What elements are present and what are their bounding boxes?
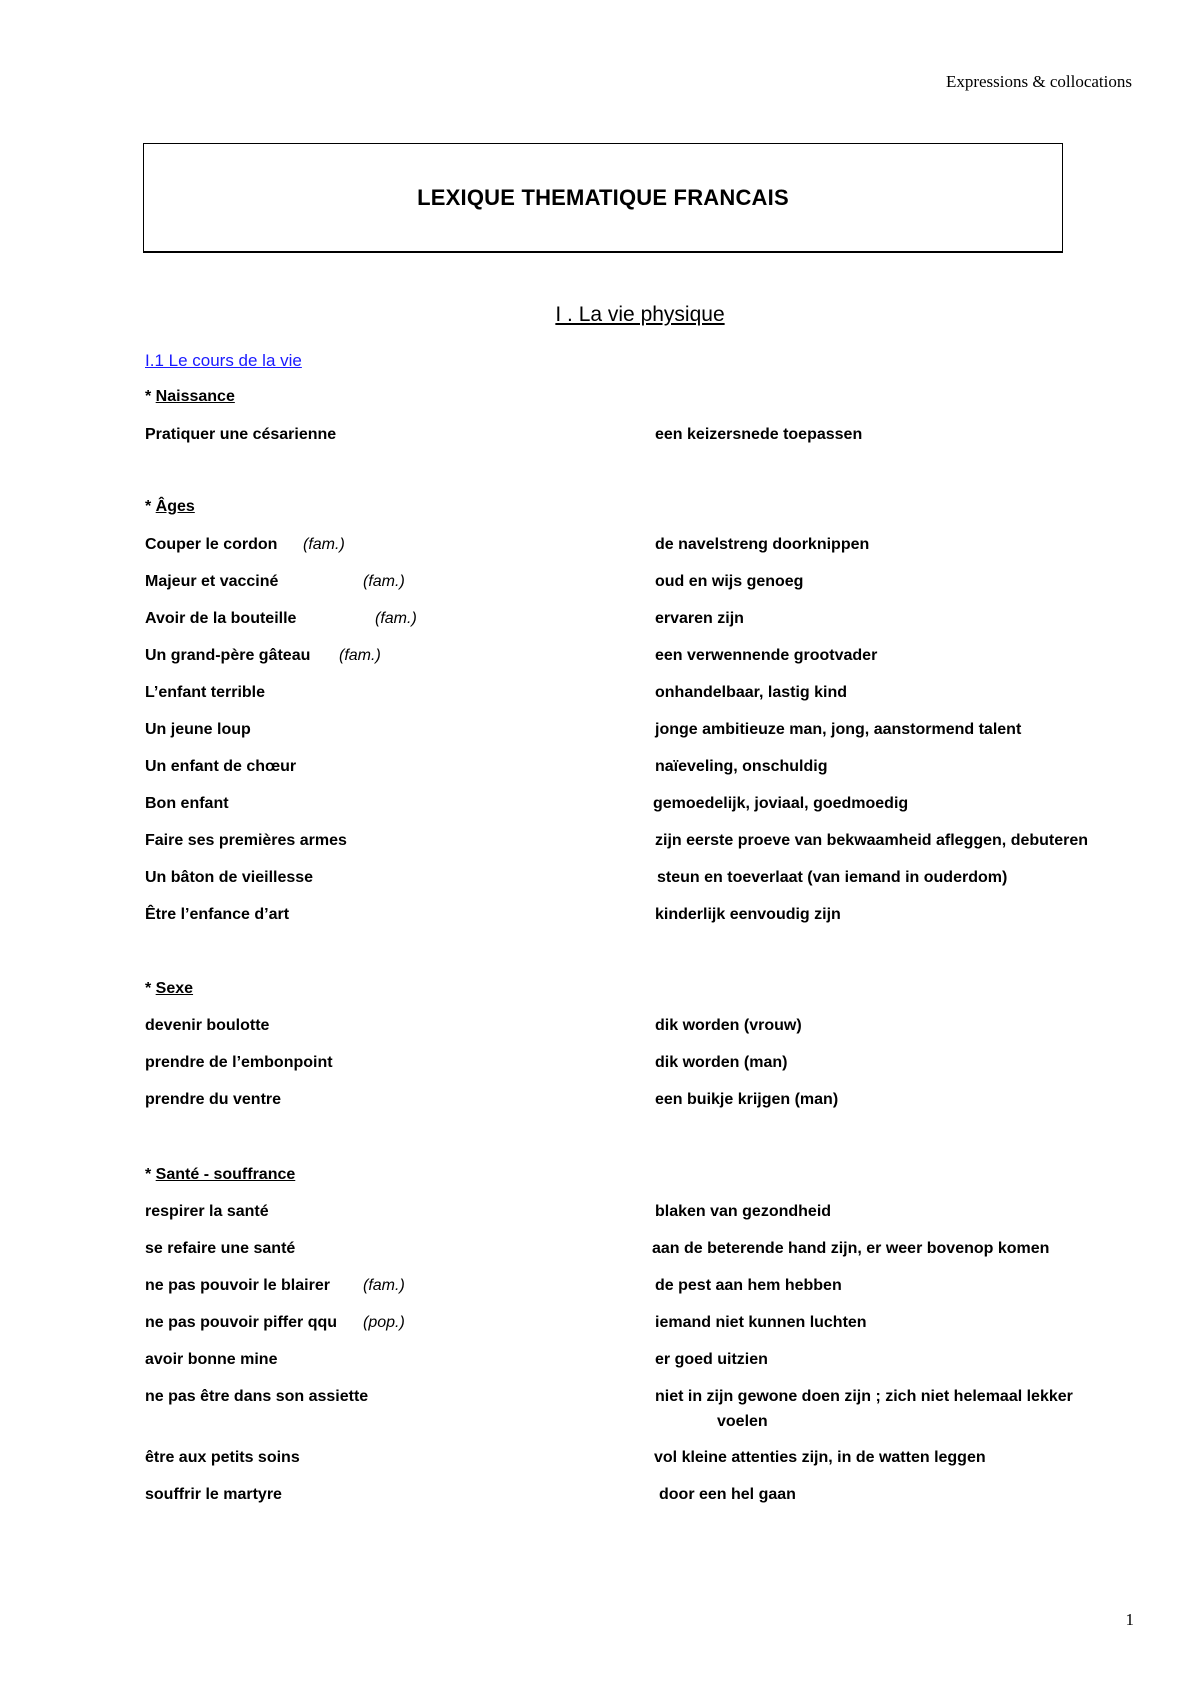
group-heading: * Âges bbox=[145, 498, 195, 515]
french-expression: Couper le cordon bbox=[145, 536, 278, 553]
french-expression: ne pas pouvoir piffer qqu bbox=[145, 1314, 338, 1331]
dutch-translation: blaken van gezondheid bbox=[655, 1203, 832, 1220]
dutch-translation: onhandelbaar, lastig kind bbox=[655, 684, 848, 701]
register-label: (fam.) bbox=[339, 647, 381, 664]
dutch-translation: een keizersnede toepassen bbox=[655, 426, 863, 443]
french-expression: Un bâton de vieillesse bbox=[145, 869, 314, 886]
french-expression: L’enfant terrible bbox=[145, 684, 266, 701]
french-expression: Majeur et vacciné bbox=[145, 573, 279, 590]
dutch-translation: door een hel gaan bbox=[659, 1486, 796, 1503]
french-expression: prendre de l’embonpoint bbox=[145, 1054, 333, 1071]
dutch-translation: een verwennende grootvader bbox=[655, 647, 878, 664]
dutch-translation: gemoedelijk, joviaal, goedmoedig bbox=[653, 795, 909, 812]
dutch-translation-continued: voelen bbox=[717, 1413, 768, 1430]
group-heading: * Santé - souffrance bbox=[145, 1166, 296, 1183]
french-expression: devenir boulotte bbox=[145, 1017, 270, 1034]
register-label: (fam.) bbox=[363, 1277, 405, 1294]
dutch-translation: er goed uitzien bbox=[655, 1351, 768, 1368]
dutch-translation: dik worden (man) bbox=[655, 1054, 788, 1071]
french-expression: se refaire une santé bbox=[145, 1240, 296, 1257]
french-expression: avoir bonne mine bbox=[145, 1351, 278, 1368]
french-expression: Un grand-père gâteau bbox=[145, 647, 311, 664]
document-title: LEXIQUE THEMATIQUE FRANCAIS bbox=[417, 184, 789, 210]
subsection-link[interactable]: I.1 Le cours de la vie bbox=[145, 351, 302, 370]
dutch-translation: niet in zijn gewone doen zijn ; zich niet helemaal lekker bbox=[655, 1388, 1073, 1405]
dutch-translation: dik worden (vrouw) bbox=[655, 1017, 802, 1034]
french-expression: souffrir le martyre bbox=[145, 1486, 282, 1503]
group-heading: * Naissance bbox=[145, 388, 235, 405]
french-expression: prendre du ventre bbox=[145, 1091, 282, 1108]
dutch-translation: vol kleine attenties zijn, in de watten leggen bbox=[654, 1449, 986, 1466]
dutch-translation: steun en toeverlaat (van iemand in ouderdom) bbox=[657, 869, 1008, 886]
running-header: Expressions & collocations bbox=[945, 72, 1132, 91]
dutch-translation: zijn eerste proeve van bekwaamheid afleggen, debuteren bbox=[655, 832, 1089, 849]
french-expression: Avoir de la bouteille bbox=[145, 610, 297, 627]
french-expression: ne pas être dans son assiette bbox=[145, 1388, 369, 1405]
dutch-translation: jonge ambitieuze man, jong, aanstormend talent bbox=[655, 721, 1022, 738]
dutch-translation: iemand niet kunnen luchten bbox=[655, 1314, 867, 1331]
register-label: (fam.) bbox=[375, 610, 417, 627]
dutch-translation: de navelstreng doorknippen bbox=[655, 536, 870, 553]
dutch-translation: oud en wijs genoeg bbox=[655, 573, 804, 590]
french-expression: Pratiquer une césarienne bbox=[145, 426, 337, 443]
french-expression: Être l’enfance d’art bbox=[145, 906, 290, 923]
section-title: I . La vie physique bbox=[555, 303, 725, 326]
register-label: (fam.) bbox=[363, 573, 405, 590]
dutch-translation: ervaren zijn bbox=[655, 610, 744, 627]
french-expression: Bon enfant bbox=[145, 795, 229, 812]
french-expression: Faire ses premières armes bbox=[145, 832, 347, 849]
french-expression: être aux petits soins bbox=[145, 1449, 300, 1466]
register-label: (pop.) bbox=[363, 1314, 405, 1331]
page-number: 1 bbox=[1125, 1610, 1134, 1629]
dutch-translation: kinderlijk eenvoudig zijn bbox=[655, 906, 841, 923]
french-expression: Un jeune loup bbox=[145, 721, 251, 738]
french-expression: ne pas pouvoir le blairer bbox=[145, 1277, 330, 1294]
dutch-translation: een buikje krijgen (man) bbox=[655, 1091, 839, 1108]
register-label: (fam.) bbox=[303, 536, 345, 553]
dutch-translation: naïeveling, onschuldig bbox=[655, 758, 828, 775]
dutch-translation: de pest aan hem hebben bbox=[655, 1277, 842, 1294]
title-box bbox=[143, 143, 1063, 253]
french-expression: respirer la santé bbox=[145, 1203, 269, 1220]
group-heading: * Sexe bbox=[145, 980, 194, 997]
dutch-translation: aan de beterende hand zijn, er weer bovenop komen bbox=[652, 1240, 1050, 1257]
french-expression: Un enfant de chœur bbox=[145, 758, 297, 775]
